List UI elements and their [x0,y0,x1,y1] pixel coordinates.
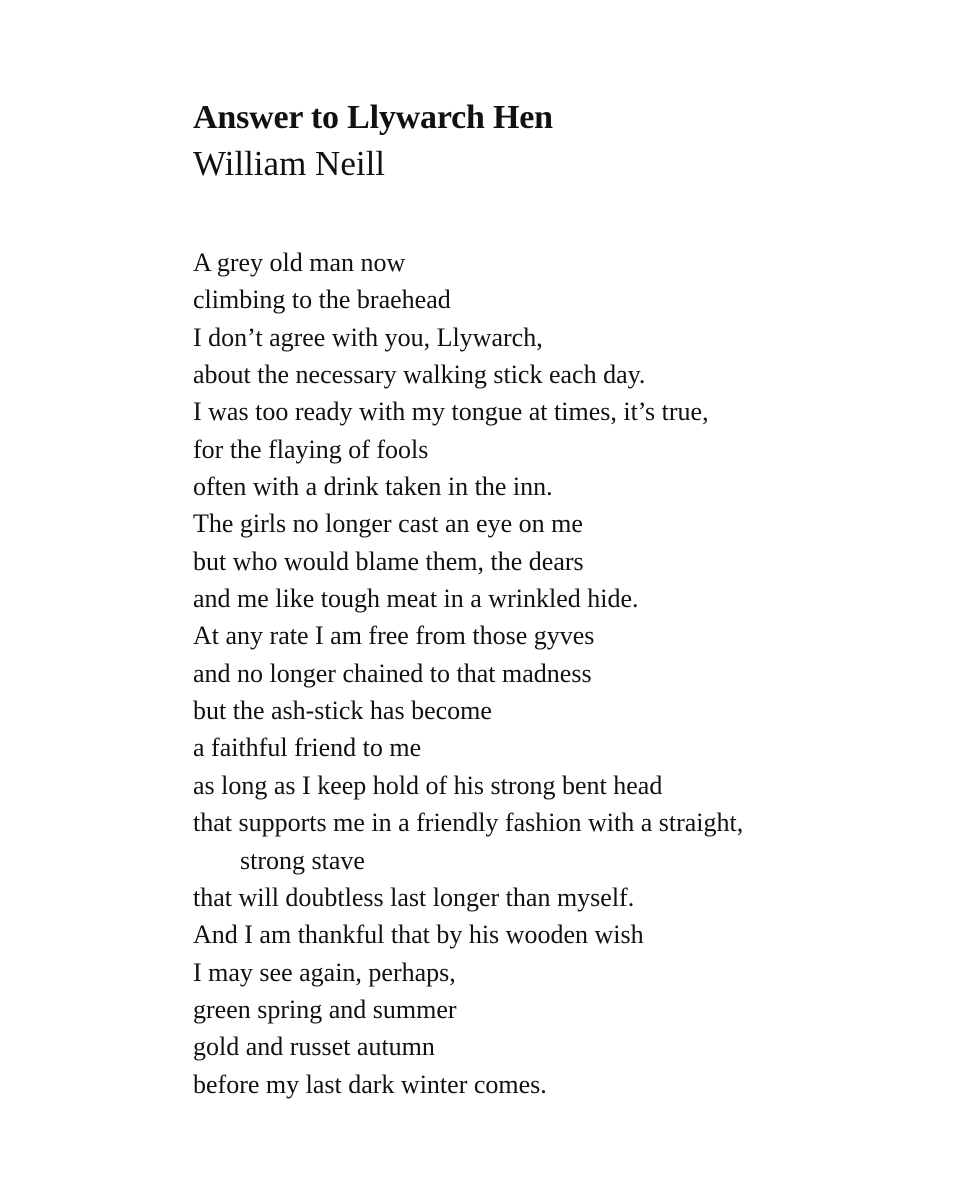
poem-line: but the ash-stick has become [193,696,492,726]
poem-line: but who would blame them, the dears [193,546,584,576]
poem-line: green spring and summer [193,994,457,1024]
poem-title: Answer to Llywarch Hen [193,99,553,136]
poem-line: that supports me in a friendly fashion with a straight, [193,808,744,838]
poem-line: and no longer chained to that madness [193,658,592,688]
poem-line: I was too ready with my tongue at times, it’s true, [193,397,709,427]
poem-line: I don’t agree with you, Llywarch, [193,322,543,352]
poem-line: At any rate I am free from those gyves [193,621,595,651]
poem-line: for the flaying of fools [193,434,429,464]
poem-page [193,96,913,1103]
poem-line-continuation: strong stave [240,845,365,875]
poem-line: gold and russet autumn [193,1032,435,1062]
poem-line: that will doubtless last longer than myself. [193,882,635,912]
poem-author: William Neill [193,144,386,183]
poem-line: A grey old man now [193,248,406,277]
poem-line: often with a drink taken in the inn. [193,472,553,502]
poem-line: And I am thankful that by his wooden wish [193,920,644,950]
poem-line: a faithful friend to me [193,733,422,763]
poem-body [193,244,913,1103]
poem-line: before my last dark winter comes. [193,1069,547,1099]
poem-line: and me like tough meat in a wrinkled hide. [193,584,639,614]
poem-line: The girls no longer cast an eye on me [193,509,583,539]
poem-line: I may see again, perhaps, [193,957,456,987]
poem-line: about the necessary walking stick each day. [193,360,646,390]
poem-line: as long as I keep hold of his strong bent head [193,770,663,800]
poem-line: climbing to the braehead [193,285,451,315]
